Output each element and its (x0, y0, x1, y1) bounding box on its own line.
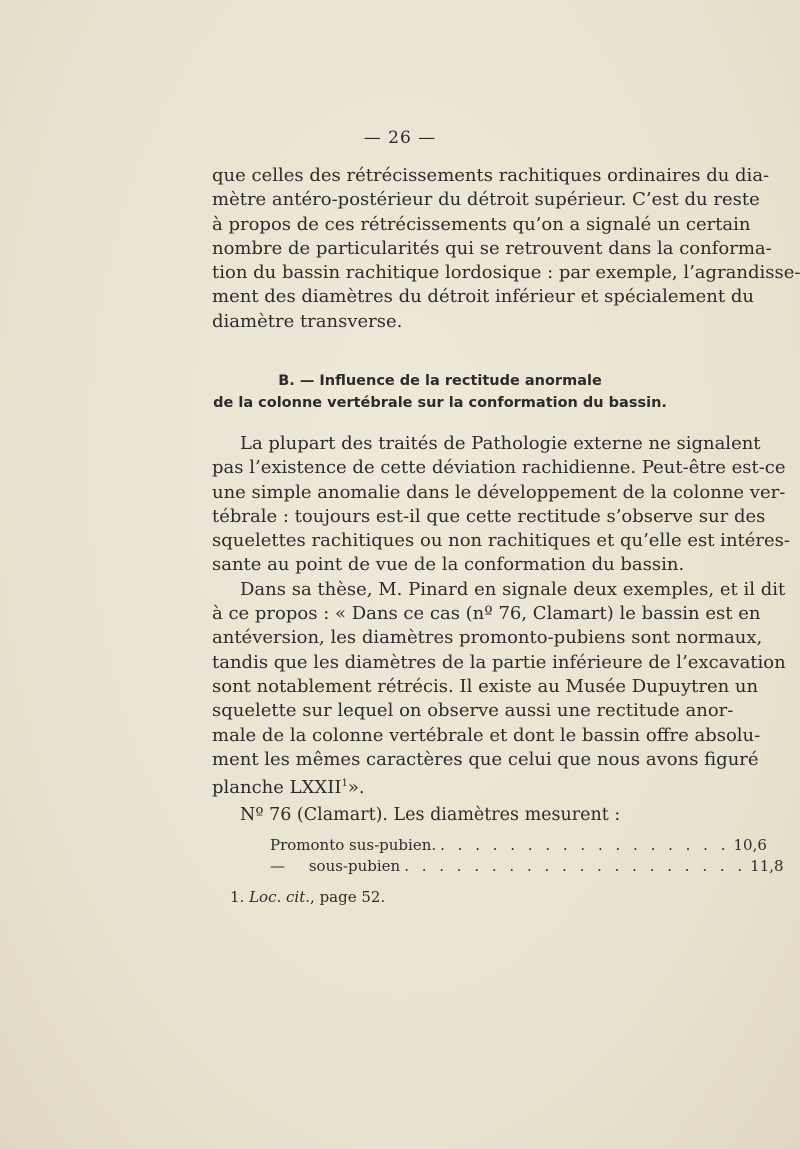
text-line: tandis que les diamètres de la partie inférieure de l’excavation (212, 651, 786, 673)
text-line: male de la colonne vertébrale et dont le bassin offre absolu- (212, 724, 761, 746)
text-line: une simple anomalie dans le développement de la colonne ver- (212, 481, 786, 503)
footnote-number: 1. (230, 888, 245, 906)
text-line: squelette sur lequel on observe aussi une rectitude anor- (212, 700, 734, 722)
text-line: tion du bassin rachitique lordosique : par exemple, l’agrandisse- (212, 262, 800, 284)
footnote-text: , page 52. (310, 888, 386, 906)
text-line-part: planche LXXII (212, 777, 342, 799)
text-line: mètre antéro-postérieur du détroit supérieur. C’est du reste (212, 189, 760, 211)
paragraph-1 (212, 164, 800, 334)
heading-line: de la colonne vertébrale sur la conformation du bassin. (213, 395, 667, 411)
text-line: ment les mêmes caractères que celui que nous avons figuré (212, 748, 759, 770)
text-line: tébrale : toujours est-il que cette rectitude s’observe sur des (212, 505, 766, 527)
text-line: Dans sa thèse, M. Pinard en signale deux exemples, et il dit (240, 578, 786, 600)
measure-label: Promonto sus-pubien. (270, 836, 437, 854)
footnote-reference: Loc. cit. (249, 888, 311, 906)
text-line: pas l’existence de cette déviation rachidienne. Peut-être est-ce (212, 457, 786, 479)
measure-leader-dots: . . . . . . . . . . . . . . . . . (440, 836, 730, 854)
text-line: sante au point de vue de la conformation du bassin. (212, 554, 685, 576)
text-line: sont notablement rétrécis. Il existe au Musée Dupuytren un (212, 675, 759, 697)
text-line: à propos de ces rétrécissements qu’on a signalé un certain (212, 213, 751, 235)
text-line: squelettes rachitiques ou non rachitiques et qu’elle est intéres- (212, 530, 790, 552)
text-line-part: ». (347, 777, 365, 799)
measure-row (270, 857, 784, 875)
page-number: — 26 — (363, 128, 437, 148)
footnote (230, 888, 385, 906)
measure-value: 10,6 (733, 836, 767, 854)
measure-row (270, 836, 767, 854)
text-line: La plupart des traités de Pathologie externe ne signalent (240, 433, 761, 454)
measure-label: — sous-pubien (270, 857, 401, 875)
footnote-mark: 1 (341, 778, 348, 790)
heading-line: B. — Influence de la rectitude anormale (278, 373, 602, 389)
measures-title: Nº 76 (Clamart). Les diamètres mesurent : (240, 805, 621, 825)
text-line: que celles des rétrécissements rachitiques ordinaires du dia- (212, 165, 770, 186)
text-line: diamètre transverse. (212, 310, 403, 332)
measure-leader-dots: . . . . . . . . . . . . . . . . . . . . (404, 857, 747, 875)
text-line: nombre de particularités qui se retrouvent dans la conforma- (212, 237, 772, 259)
text-line: antéversion, les diamètres promonto-pubiens sont normaux, (212, 627, 763, 649)
text-line: ment des diamètres du détroit inférieur et spécialement du (212, 286, 754, 308)
paragraph-2 (212, 432, 790, 800)
measure-value: 11,8 (750, 857, 784, 875)
text-line: à ce propos : « Dans ce cas (nº 76, Clamart) le bassin est en (212, 603, 761, 625)
section-heading (212, 370, 668, 414)
text-line (212, 772, 668, 800)
